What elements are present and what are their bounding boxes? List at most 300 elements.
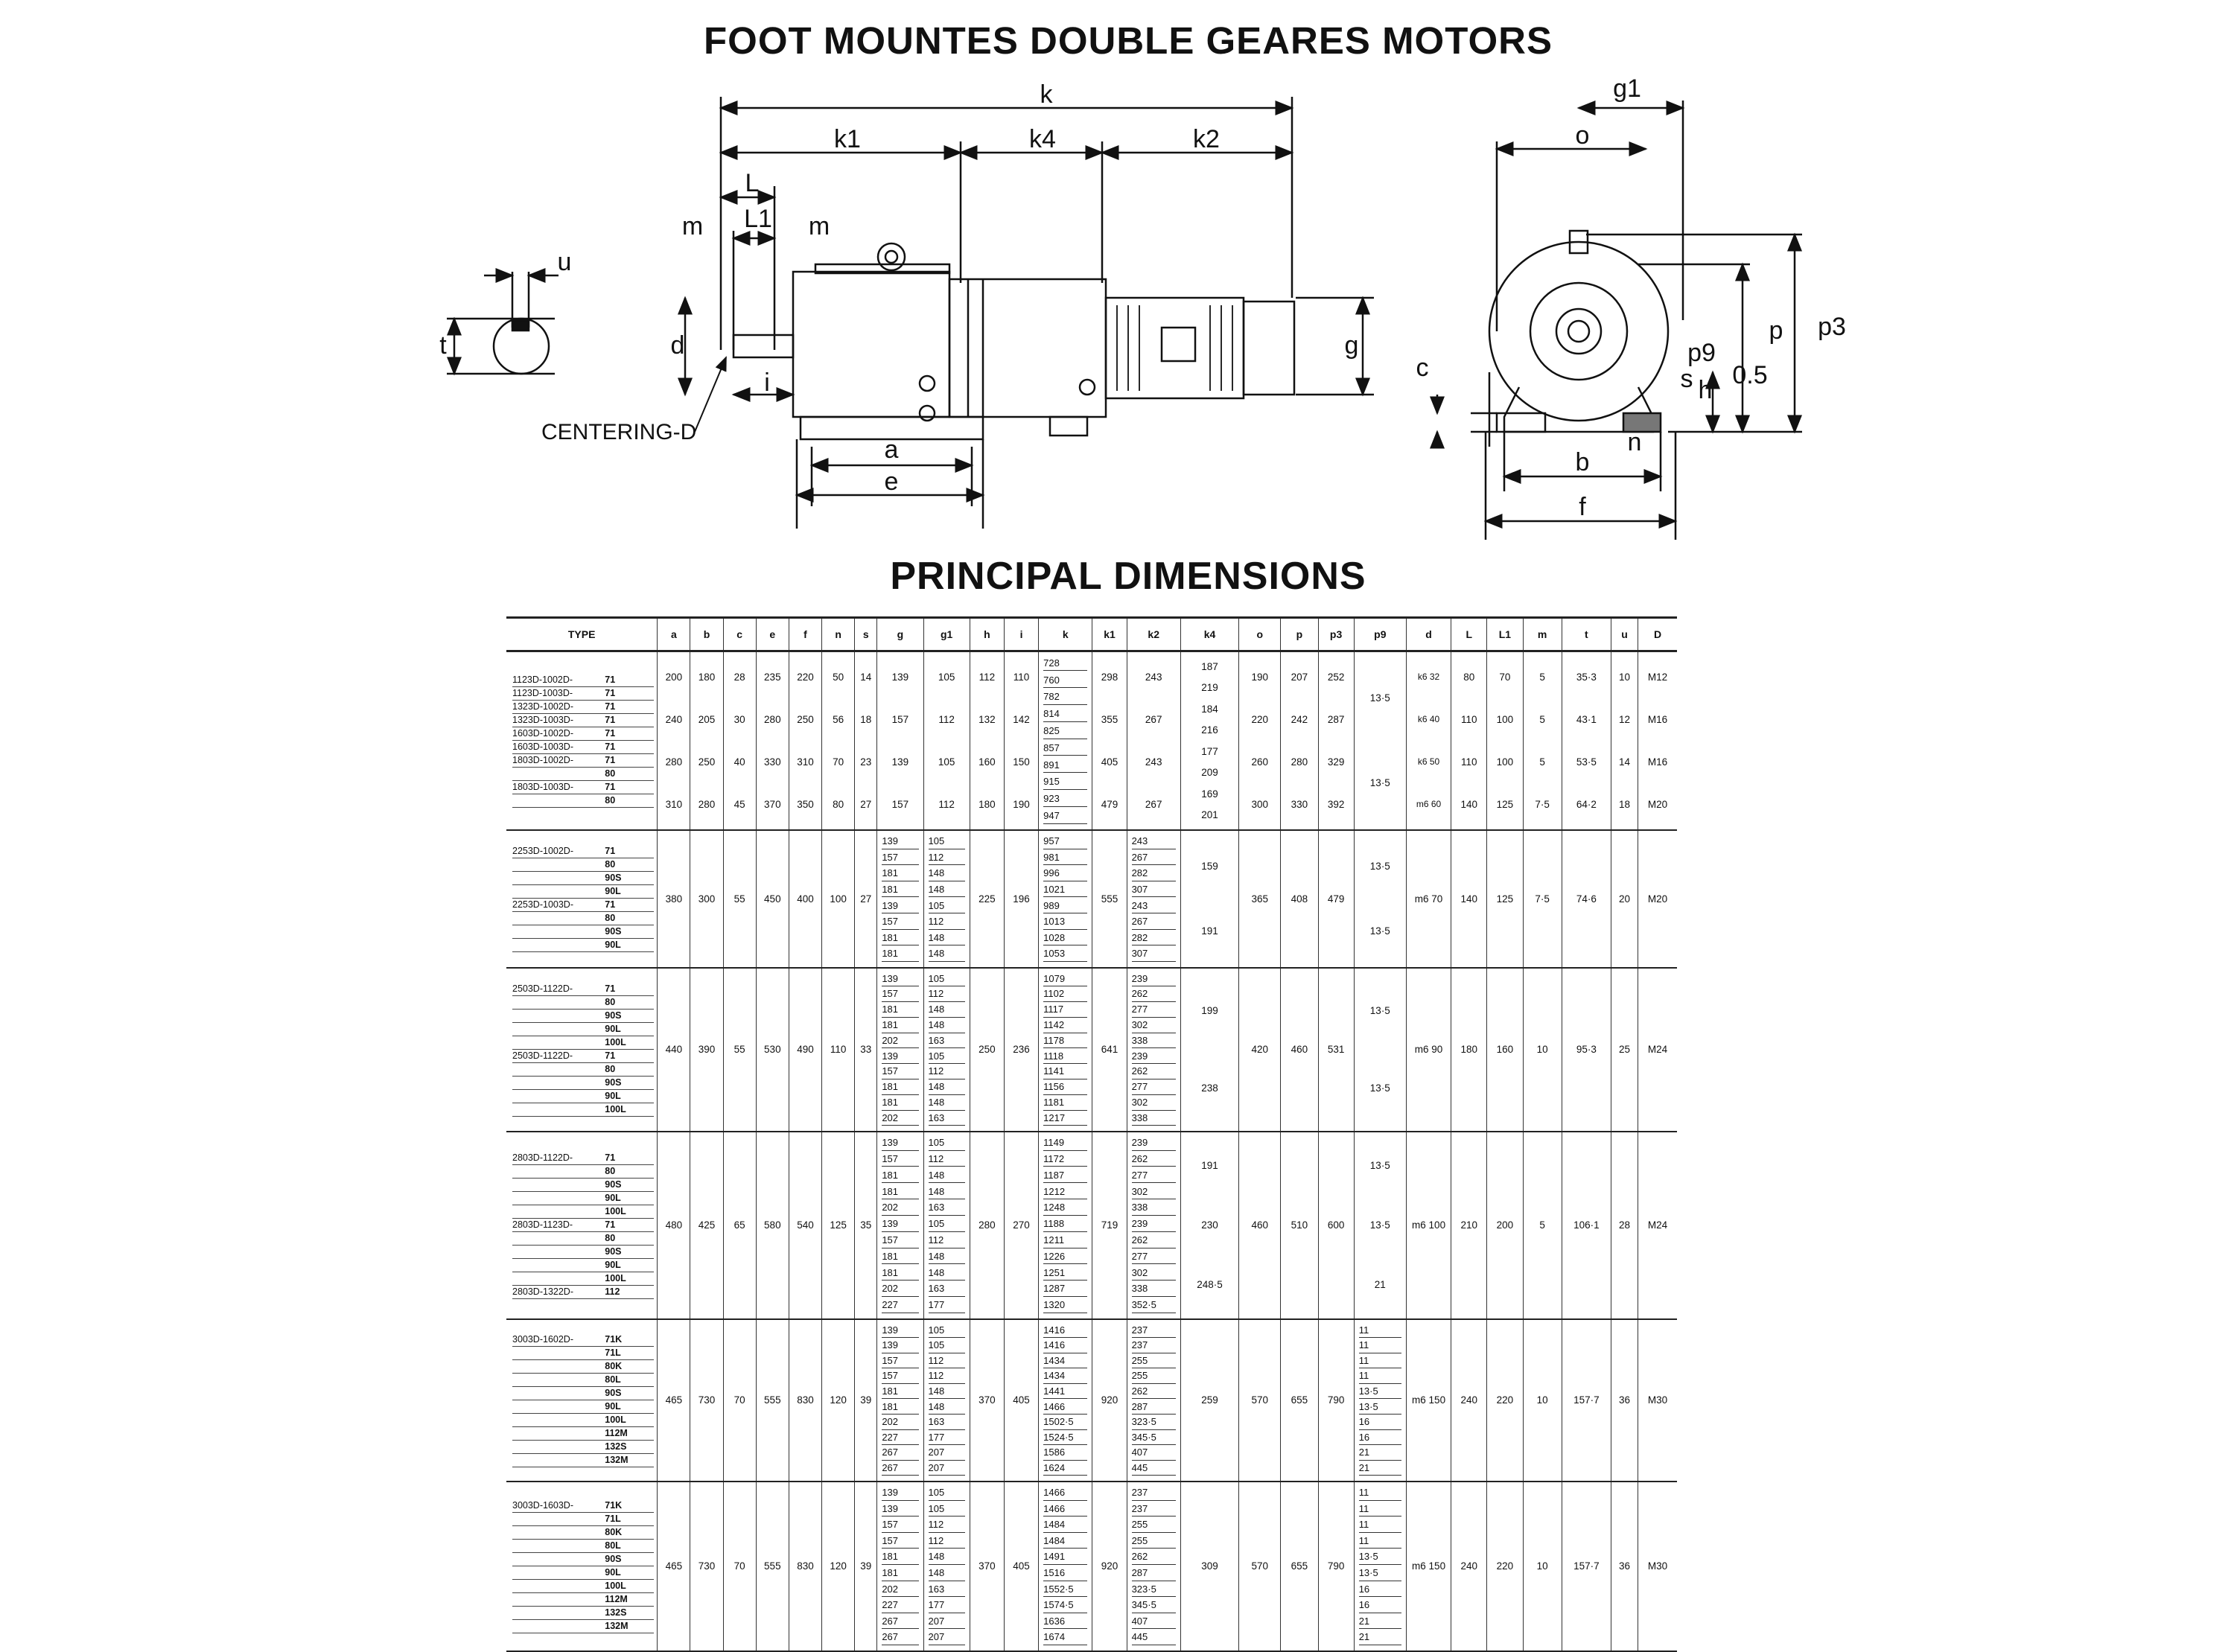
type-line <box>512 1036 654 1050</box>
cell-value: m6 100 <box>1412 1219 1446 1231</box>
type-line <box>512 714 654 727</box>
table-body <box>506 651 1677 1651</box>
cell-value: 5 <box>1539 671 1545 683</box>
cell-t <box>1562 1132 1611 1319</box>
cell-t <box>1562 968 1611 1132</box>
cell-value: 915 <box>1043 776 1087 790</box>
table-group-row <box>506 1482 1677 1651</box>
cell-value: 981 <box>1043 852 1087 866</box>
cell-value: 996 <box>1043 867 1087 881</box>
cell-value: 190 <box>1013 798 1030 810</box>
cell-value: 120 <box>830 1394 847 1406</box>
table-header-row <box>506 618 1677 651</box>
cell-c <box>723 1482 756 1651</box>
cell-value: 112 <box>929 1153 965 1167</box>
cell-d <box>1406 1319 1451 1482</box>
cell-value: 580 <box>764 1219 781 1231</box>
cell-value: 105 <box>938 756 955 768</box>
header-b: b <box>690 618 723 651</box>
cell-k <box>1039 1482 1092 1651</box>
cell-value: 27 <box>860 893 872 905</box>
cell-g1 <box>923 830 970 968</box>
cell-p <box>1281 1319 1318 1482</box>
cell-value: 45 <box>733 798 745 810</box>
type-line <box>512 1152 654 1165</box>
type-model <box>512 1010 514 1022</box>
cell-value: 259 <box>1201 1394 1218 1406</box>
cell-value: 210 <box>1460 1219 1478 1231</box>
cell-value: 16 <box>1359 1584 1401 1598</box>
cell-k4 <box>1180 1132 1238 1319</box>
cell-value: 139 <box>882 1339 918 1353</box>
cell-value: 267 <box>1132 852 1176 866</box>
cell-value: 207 <box>929 1447 965 1461</box>
cell-value: 105 <box>929 1503 965 1517</box>
type-model <box>512 794 514 807</box>
cell-d <box>1638 830 1677 968</box>
type-model <box>512 1620 514 1633</box>
type-model <box>512 1272 514 1285</box>
cell-k2 <box>1127 651 1180 830</box>
cell-value: 10 <box>1536 1560 1548 1572</box>
cell-value: 43·1 <box>1576 713 1597 725</box>
type-size: 71 <box>605 674 616 685</box>
cell-value: 1028 <box>1043 932 1087 946</box>
cell-value: 239 <box>1132 1137 1176 1151</box>
type-model <box>512 1360 514 1373</box>
cell-value: k6 32 <box>1417 672 1440 683</box>
cell-value: 148 <box>929 1186 965 1200</box>
cell-value: 790 <box>1327 1560 1345 1572</box>
cell-value: 1118 <box>1043 1050 1087 1065</box>
cell-value: 56 <box>833 713 844 725</box>
type-model <box>512 1205 514 1218</box>
cell-p9 <box>1354 968 1406 1132</box>
cell-n <box>822 651 855 830</box>
dim-label-p: p <box>1769 316 1783 345</box>
cell-value: 220 <box>797 671 814 683</box>
cell-k2 <box>1127 1132 1180 1319</box>
cell-value: 39 <box>860 1560 872 1572</box>
cell-value: 10 <box>1536 1394 1548 1406</box>
cell-p <box>1281 830 1318 968</box>
cell-value: 209 <box>1201 767 1218 778</box>
dim-label-s: s <box>1680 365 1693 393</box>
cell-value: 181 <box>882 1251 918 1265</box>
type-model: 1323D-1002D- <box>512 701 573 712</box>
cell-value: 242 <box>1291 713 1308 725</box>
cell-value: 207 <box>929 1616 965 1630</box>
type-line <box>512 1427 654 1441</box>
cell-value: 830 <box>797 1560 814 1572</box>
cell-value: 260 <box>1251 756 1268 768</box>
cell-value: m6 150 <box>1412 1394 1446 1406</box>
dim-label-m-right: m <box>808 212 830 240</box>
cell-value: 180 <box>1460 1044 1478 1055</box>
cell-value: 70 <box>733 1394 745 1406</box>
cell-u <box>1611 968 1638 1132</box>
cell-value: 13·5 <box>1369 925 1390 937</box>
cell-l1 <box>1487 830 1523 968</box>
header-type: TYPE <box>506 618 658 651</box>
cell-value: 255 <box>1132 1355 1176 1369</box>
cell-value: 163 <box>929 1112 965 1126</box>
cell-value: 200 <box>665 671 683 683</box>
cell-k1 <box>1092 651 1127 830</box>
type-line <box>512 925 654 939</box>
header-k1: k1 <box>1092 618 1127 651</box>
cell-value: 277 <box>1132 1251 1176 1265</box>
type-line <box>512 1232 654 1246</box>
type-size: 71 <box>605 899 616 910</box>
type-model <box>512 1526 514 1539</box>
cell-t <box>1562 830 1611 968</box>
cell-value: 181 <box>882 1170 918 1184</box>
cell-value: 220 <box>1496 1394 1514 1406</box>
cell-value: 390 <box>698 1044 716 1055</box>
cell-value: 1212 <box>1043 1186 1087 1200</box>
header-e: e <box>756 618 789 651</box>
cell-value: 405 <box>1013 1394 1030 1406</box>
cell-value: 1674 <box>1043 1631 1087 1645</box>
type-size: 71 <box>605 1152 616 1163</box>
header-g: g <box>877 618 923 651</box>
cell-value: 180 <box>978 798 996 810</box>
cell-value: 1021 <box>1043 884 1087 898</box>
cell-value: 570 <box>1251 1560 1268 1572</box>
cell-l <box>1451 1319 1487 1482</box>
cell-value: 923 <box>1043 793 1087 807</box>
cell-value: 159 <box>1201 861 1218 873</box>
type-model <box>512 1540 514 1552</box>
type-line <box>512 912 654 925</box>
cell-value: 11 <box>1359 1324 1401 1339</box>
type-model <box>512 996 514 1009</box>
dim-label-L1: L1 <box>744 205 772 233</box>
cell-value: 13·5 <box>1359 1385 1401 1400</box>
cell-e <box>756 1482 789 1651</box>
type-line <box>512 687 654 701</box>
cell-value: 10 <box>1619 671 1631 683</box>
dim-label-m-left: m <box>681 212 704 240</box>
type-size: 100L <box>605 1580 626 1591</box>
cell-value: 1524·5 <box>1043 1432 1087 1446</box>
cell-d <box>1406 651 1451 830</box>
cell-k4 <box>1180 1482 1238 1651</box>
cell-value: 70 <box>1499 671 1511 683</box>
type-line <box>512 1347 654 1360</box>
type-size: 112 <box>605 1286 620 1297</box>
header-h: h <box>970 618 1004 651</box>
cell-value: 1102 <box>1043 988 1087 1002</box>
cell-c <box>723 830 756 968</box>
cell-k4 <box>1180 1319 1238 1482</box>
cell-g1 <box>923 1319 970 1482</box>
type-model: 1803D-1003D- <box>512 781 573 792</box>
type-line <box>512 983 654 996</box>
cell-value: 55 <box>733 893 745 905</box>
cell-value: 1178 <box>1043 1035 1087 1049</box>
cell-value: 148 <box>929 867 965 881</box>
gear-housing-1 <box>793 272 949 417</box>
cell-value: 267 <box>882 1447 918 1461</box>
cell-value: 370 <box>764 798 781 810</box>
cell-value: 160 <box>1496 1044 1514 1055</box>
cell-k2 <box>1127 968 1180 1132</box>
cell-p3 <box>1318 1319 1354 1482</box>
cell-l1 <box>1487 1482 1523 1651</box>
type-line <box>512 1593 654 1607</box>
type-size: 71 <box>605 781 616 792</box>
type-line <box>512 1050 654 1063</box>
cell-value: 202 <box>882 1584 918 1598</box>
cell-value: 298 <box>1101 671 1118 683</box>
dimension-table-wrap <box>506 616 1677 1652</box>
type-size: 112M <box>605 1427 628 1438</box>
cell-f <box>789 1482 821 1651</box>
cell-value: 277 <box>1132 1004 1176 1018</box>
cell-p <box>1281 968 1318 1132</box>
cell-value: 139 <box>882 1218 918 1232</box>
cell-s <box>855 651 877 830</box>
dim-label-n: n <box>1627 428 1642 456</box>
cell-value: 112 <box>938 713 955 725</box>
cell-value: 105 <box>929 1050 965 1065</box>
cell-a <box>658 651 690 830</box>
dim-label-k2: k2 <box>1193 125 1220 153</box>
cell-value: 201 <box>1201 809 1218 820</box>
cell-value: 1484 <box>1043 1535 1087 1549</box>
cell-b <box>690 1319 723 1482</box>
cell-value: 5 <box>1539 756 1545 768</box>
cell-value: 408 <box>1291 893 1308 905</box>
cell-value: 112 <box>929 1355 965 1369</box>
cell-d <box>1406 968 1451 1132</box>
type-model: 2503D-1122D- <box>512 1050 573 1061</box>
type-line <box>512 1580 654 1593</box>
cell-value: 239 <box>1132 1218 1176 1232</box>
type-line <box>512 1286 654 1299</box>
cell-value: 407 <box>1132 1616 1176 1630</box>
cell-f <box>789 1319 821 1482</box>
cell-e <box>756 830 789 968</box>
cell-m <box>1523 1319 1562 1482</box>
cell-value: 125 <box>830 1219 847 1231</box>
type-model <box>512 1179 514 1191</box>
header-k: k <box>1039 618 1092 651</box>
cell-value: 28 <box>1619 1219 1631 1231</box>
cell-value: 160 <box>978 756 996 768</box>
cell-p3 <box>1318 968 1354 1132</box>
cell-value: 112 <box>929 1065 965 1079</box>
cell-value: 920 <box>1101 1560 1118 1572</box>
cell-value: M30 <box>1647 1560 1668 1572</box>
header-d: D <box>1638 618 1677 651</box>
cell-k1 <box>1092 1132 1127 1319</box>
cell-value: k6 50 <box>1417 756 1440 768</box>
cell-b <box>690 1482 723 1651</box>
cell-value: 1434 <box>1043 1370 1087 1384</box>
cell-value: 5 <box>1539 713 1545 725</box>
cell-l <box>1451 1482 1487 1651</box>
type-size: 90S <box>605 1246 622 1257</box>
cell-value: 655 <box>1291 1394 1308 1406</box>
cell-value: 240 <box>665 713 683 725</box>
type-model <box>512 1259 514 1272</box>
type-size: 80K <box>605 1360 623 1371</box>
type-size: 90S <box>605 1077 622 1088</box>
dim-label-i: i <box>764 369 770 397</box>
cell-value: 190 <box>1251 671 1268 683</box>
type-size: 90S <box>605 926 622 937</box>
cell-value: 460 <box>1291 1044 1308 1055</box>
dim-label-e: e <box>884 468 899 496</box>
cell-value: 1217 <box>1043 1112 1087 1126</box>
cell-value: 345·5 <box>1132 1432 1176 1446</box>
header-t: t <box>1562 618 1611 651</box>
type-model: 1803D-1002D- <box>512 754 573 765</box>
cell-value: 287 <box>1132 1401 1176 1415</box>
type-size: 71 <box>605 714 616 725</box>
cell-value: m6 150 <box>1412 1560 1446 1572</box>
type-size: 80K <box>605 1526 623 1537</box>
type-line <box>512 1553 654 1566</box>
cell-p3 <box>1318 830 1354 968</box>
cell-value: 445 <box>1132 1631 1176 1645</box>
cell-value: 11 <box>1359 1535 1401 1549</box>
cell-e <box>756 1132 789 1319</box>
cell-value: 13·5 <box>1369 777 1390 789</box>
cell-value: 345·5 <box>1132 1599 1176 1613</box>
cell-value: 100 <box>1496 756 1514 768</box>
type-size: 71 <box>605 846 616 856</box>
cell-value: 14 <box>860 671 872 683</box>
cell-value: 112 <box>938 798 955 810</box>
cell-s <box>855 968 877 1132</box>
cell-value: 27 <box>860 798 872 810</box>
motor-body <box>1106 298 1244 398</box>
type-size: 90L <box>605 886 621 896</box>
cell-value: 655 <box>1291 1560 1308 1572</box>
cell-value: 370 <box>978 1560 996 1572</box>
type-model <box>512 1165 514 1178</box>
cell-value: 163 <box>929 1584 965 1598</box>
header-p9: p9 <box>1354 618 1406 651</box>
cell-value: 35·3 <box>1576 671 1597 683</box>
cell-value: 202 <box>882 1416 918 1430</box>
type-line <box>512 1499 654 1513</box>
type-size: 100L <box>605 1272 626 1283</box>
cell-i <box>1004 1319 1038 1482</box>
type-line <box>512 1246 654 1259</box>
cell-l <box>1451 1132 1487 1319</box>
cell-value: 202 <box>882 1283 918 1297</box>
cell-value: 112 <box>929 916 965 930</box>
cell-value: 240 <box>1460 1560 1478 1572</box>
cell-value: 177 <box>1201 745 1218 757</box>
type-model <box>512 1063 514 1076</box>
type-size: 71 <box>605 687 616 698</box>
cell-value: 719 <box>1101 1219 1118 1231</box>
cell-value: 120 <box>830 1560 847 1572</box>
cell-value: 181 <box>882 867 918 881</box>
cell-value: 105 <box>929 973 965 987</box>
cell-value: 287 <box>1327 713 1345 725</box>
cell-value: 728 <box>1043 657 1087 672</box>
cell-l1 <box>1487 1132 1523 1319</box>
cell-t <box>1562 1482 1611 1651</box>
cell-value: 110 <box>830 1044 847 1055</box>
cell-value: 555 <box>1101 893 1118 905</box>
cell-value: 330 <box>764 756 781 768</box>
header-k2: k2 <box>1127 618 1180 651</box>
cell-value: 1552·5 <box>1043 1584 1087 1598</box>
cell-value: 202 <box>882 1202 918 1216</box>
cell-k2 <box>1127 830 1180 968</box>
type-model <box>512 1414 514 1426</box>
cell-value: 157·7 <box>1573 1560 1600 1572</box>
cell-o <box>1239 968 1281 1132</box>
type-line <box>512 741 654 754</box>
type-model <box>512 1580 514 1592</box>
cell-value: 148 <box>929 1019 965 1033</box>
cell-value: 262 <box>1132 988 1176 1002</box>
cell-value: 407 <box>1132 1447 1176 1461</box>
cell-value: 302 <box>1132 1267 1176 1281</box>
centering-label: CENTERING-D <box>541 420 697 444</box>
cell-value: 140 <box>1460 893 1478 905</box>
cell-c <box>723 1132 756 1319</box>
type-line <box>512 1077 654 1090</box>
cell-value: 227 <box>882 1599 918 1613</box>
type-line <box>512 1023 654 1036</box>
type-size: 71K <box>605 1333 623 1345</box>
type-line <box>512 754 654 768</box>
cell-value: 1502·5 <box>1043 1416 1087 1430</box>
cell-d <box>1406 1132 1451 1319</box>
cell-d <box>1638 1132 1677 1319</box>
cell-k <box>1039 651 1092 830</box>
cell-value: 13·5 <box>1369 1005 1390 1016</box>
cell-value: 323·5 <box>1132 1584 1176 1598</box>
cell-value: 641 <box>1101 1044 1118 1055</box>
type-model <box>512 1192 514 1205</box>
cell-value: 184 <box>1201 703 1218 715</box>
cell-value: 814 <box>1043 708 1087 722</box>
cell-value: 1149 <box>1043 1137 1087 1151</box>
header-k4: k4 <box>1180 618 1238 651</box>
gear-housing-2 <box>949 279 1106 417</box>
type-size: 132S <box>605 1607 627 1618</box>
cell-value: 310 <box>665 798 683 810</box>
cell-value: 139 <box>891 756 909 768</box>
cell-value: 169 <box>1201 788 1218 800</box>
cell-value: 947 <box>1043 810 1087 824</box>
type-line <box>512 1513 654 1526</box>
cell-value: 80 <box>1463 671 1475 683</box>
cell-value: 150 <box>1013 756 1030 768</box>
type-model <box>512 768 514 780</box>
cell-value: 1466 <box>1043 1401 1087 1415</box>
cell-value: 277 <box>1132 1081 1176 1095</box>
header-o: o <box>1239 618 1281 651</box>
type-line <box>512 727 654 741</box>
cell-value: 181 <box>882 1385 918 1400</box>
cell-h <box>970 1319 1004 1482</box>
type-model: 2253D-1003D- <box>512 899 573 910</box>
cell-p9 <box>1354 1482 1406 1651</box>
cell-u <box>1611 651 1638 830</box>
